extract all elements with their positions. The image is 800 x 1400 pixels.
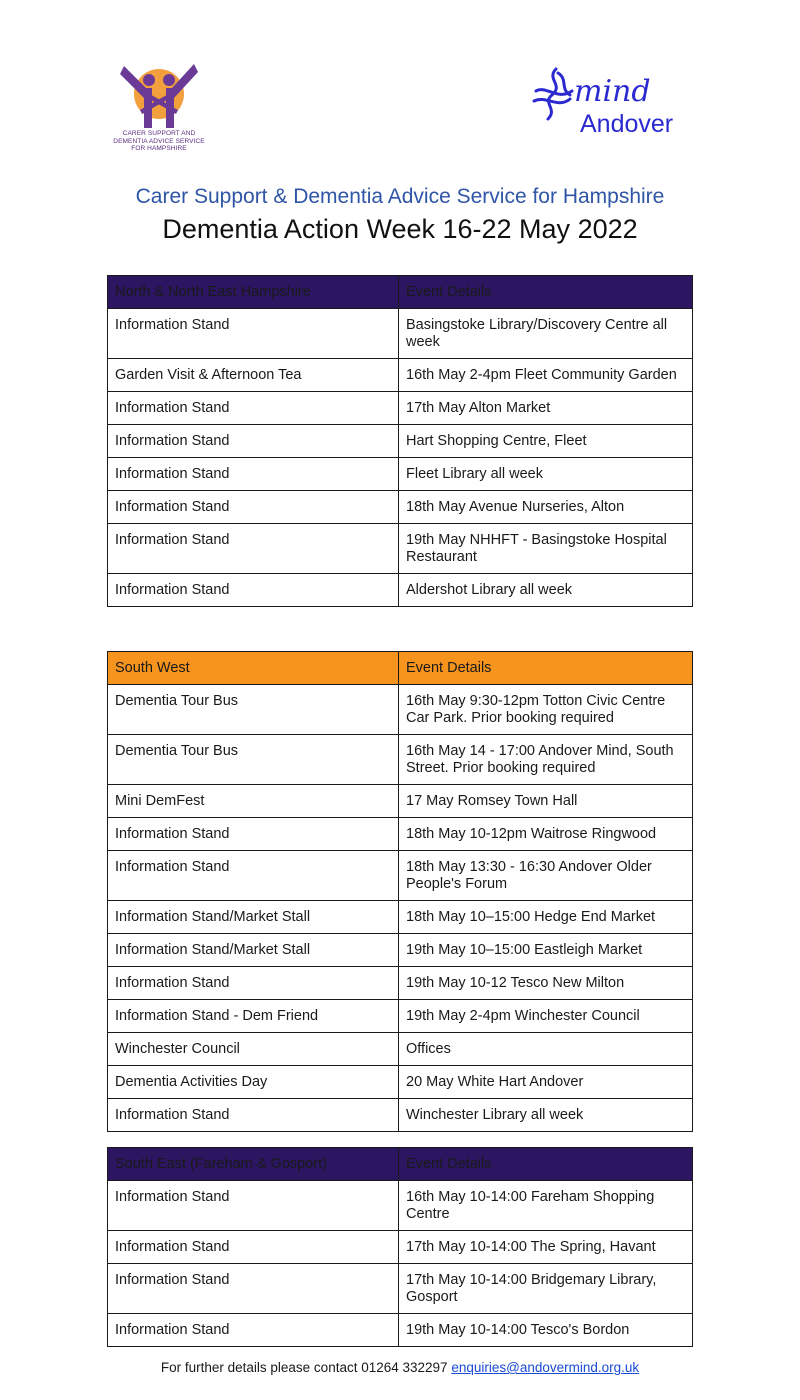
table-row (108, 818, 693, 851)
table-row (108, 967, 693, 1000)
table-row (108, 901, 693, 934)
page-title: Dementia Action Week 16-22 May 2022 (162, 214, 638, 244)
event-details-cell: Hart Shopping Centre, Fleet (399, 425, 693, 458)
region-header: North & North East Hampshire (108, 276, 399, 309)
mind-wordmark: mind (574, 74, 651, 109)
event-type-cell: Information Stand (108, 425, 399, 458)
carer-support-logo-text (104, 130, 214, 153)
event-details-cell: 18th May Avenue Nurseries, Alton (399, 491, 693, 524)
table-row (108, 1264, 693, 1314)
event-type-cell: Information Stand (108, 1231, 399, 1264)
table-row (108, 1314, 693, 1347)
event-details-cell: 16th May 9:30-12pm Totton Civic Centre Car Park. Prior booking required (399, 685, 693, 735)
event-type-cell: Information Stand (108, 1264, 399, 1314)
event-type-cell: Dementia Tour Bus (108, 685, 399, 735)
contact-footer (0, 1360, 800, 1375)
event-details-cell: 20 May White Hart Andover (399, 1066, 693, 1099)
event-type-cell: Information Stand (108, 851, 399, 901)
event-type-cell: Dementia Activities Day (108, 1066, 399, 1099)
table-row (108, 574, 693, 607)
southeast-events-table (107, 1147, 693, 1347)
event-details-cell: 16th May 2-4pm Fleet Community Garden (399, 359, 693, 392)
event-details-cell: 17th May Alton Market (399, 392, 693, 425)
event-type-cell: Information Stand (108, 309, 399, 359)
event-details-cell: 19th May 10-14:00 Tesco's Bordon (399, 1314, 693, 1347)
north-events-table (107, 275, 693, 607)
event-details-cell: 18th May 13:30 - 16:30 Andover Older People's Forum (399, 851, 693, 901)
logo-text-line-3: FOR HAMPSHIRE (131, 145, 187, 152)
andover-wordmark: Andover (580, 110, 674, 138)
event-details-cell: 18th May 10–15:00 Hedge End Market (399, 901, 693, 934)
event-type-cell: Dementia Tour Bus (108, 735, 399, 785)
table-row (108, 1231, 693, 1264)
event-details-cell: Winchester Library all week (399, 1099, 693, 1132)
event-type-cell: Information Stand (108, 1181, 399, 1231)
event-details-cell: 16th May 10-14:00 Fareham Shopping Centre (399, 1181, 693, 1231)
event-type-cell: Information Stand/Market Stall (108, 901, 399, 934)
table-row (108, 735, 693, 785)
table-header-row (108, 1148, 693, 1181)
event-type-cell: Mini DemFest (108, 785, 399, 818)
event-details-cell: Basingstoke Library/Discovery Centre all week (399, 309, 693, 359)
event-type-cell: Information Stand - Dem Friend (108, 1000, 399, 1033)
event-type-cell: Information Stand/Market Stall (108, 934, 399, 967)
event-details-cell: Offices (399, 1033, 693, 1066)
table-row (108, 425, 693, 458)
table-row (108, 1000, 693, 1033)
event-type-cell: Garden Visit & Afternoon Tea (108, 359, 399, 392)
logo-text-line-2: DEMENTIA ADVICE SERVICE (113, 137, 205, 145)
table-row (108, 851, 693, 901)
event-details-header: Event Details (399, 276, 693, 309)
event-details-cell: 18th May 10-12pm Waitrose Ringwood (399, 818, 693, 851)
event-details-cell: 17th May 10-14:00 The Spring, Havant (399, 1231, 693, 1264)
logo-text-line-1: CARER SUPPORT AND (122, 130, 196, 137)
event-type-cell: Information Stand (108, 392, 399, 425)
contact-text: For further details please contact 01264 332297 (160, 1360, 448, 1375)
table-row (108, 685, 693, 735)
event-details-cell: Fleet Library all week (399, 458, 693, 491)
event-details-cell: 19th May NHHFT - Basingstoke Hospital Restaurant (399, 524, 693, 574)
table-row (108, 491, 693, 524)
page-subtitle: Carer Support & Dementia Advice Service for Hampshire (135, 185, 665, 208)
table-header-row (108, 276, 693, 309)
table-row (108, 785, 693, 818)
region-header: South East (Fareham & Gosport) (108, 1148, 399, 1181)
event-details-cell: 17th May 10-14:00 Bridgemary Library, Gosport (399, 1264, 693, 1314)
carer-support-emblem-icon (116, 58, 202, 130)
event-details-cell: Aldershot Library all week (399, 574, 693, 607)
table-row (108, 458, 693, 491)
event-details-header: Event Details (399, 652, 693, 685)
event-type-cell: Information Stand (108, 1314, 399, 1347)
event-details-cell: 19th May 10–15:00 Eastleigh Market (399, 934, 693, 967)
event-type-cell: Information Stand (108, 967, 399, 1000)
carer-support-logo (104, 58, 214, 158)
event-type-cell: Information Stand (108, 491, 399, 524)
event-type-cell: Information Stand (108, 574, 399, 607)
table-row (108, 359, 693, 392)
event-details-cell: 19th May 10-12 Tesco New Milton (399, 967, 693, 1000)
event-type-cell: Information Stand (108, 458, 399, 491)
event-type-cell: Information Stand (108, 524, 399, 574)
event-details-cell: 17 May Romsey Town Hall (399, 785, 693, 818)
southwest-events-table (107, 651, 693, 1132)
event-type-cell: Winchester Council (108, 1033, 399, 1066)
event-details-header: Event Details (399, 1148, 693, 1181)
event-type-cell: Information Stand (108, 1099, 399, 1132)
table-row (108, 524, 693, 574)
event-type-cell: Information Stand (108, 818, 399, 851)
table-row (108, 1066, 693, 1099)
andover-mind-logo (528, 65, 693, 145)
region-header: South West (108, 652, 399, 685)
table-row (108, 1033, 693, 1066)
table-row (108, 392, 693, 425)
table-header-row (108, 652, 693, 685)
table-row (108, 309, 693, 359)
table-row (108, 1181, 693, 1231)
contact-email-link[interactable]: enquiries@andovermind.org.uk (451, 1360, 640, 1375)
table-row (108, 1099, 693, 1132)
table-row (108, 934, 693, 967)
event-details-cell: 16th May 14 - 17:00 Andover Mind, South Street. Prior booking required (399, 735, 693, 785)
event-details-cell: 19th May 2-4pm Winchester Council (399, 1000, 693, 1033)
